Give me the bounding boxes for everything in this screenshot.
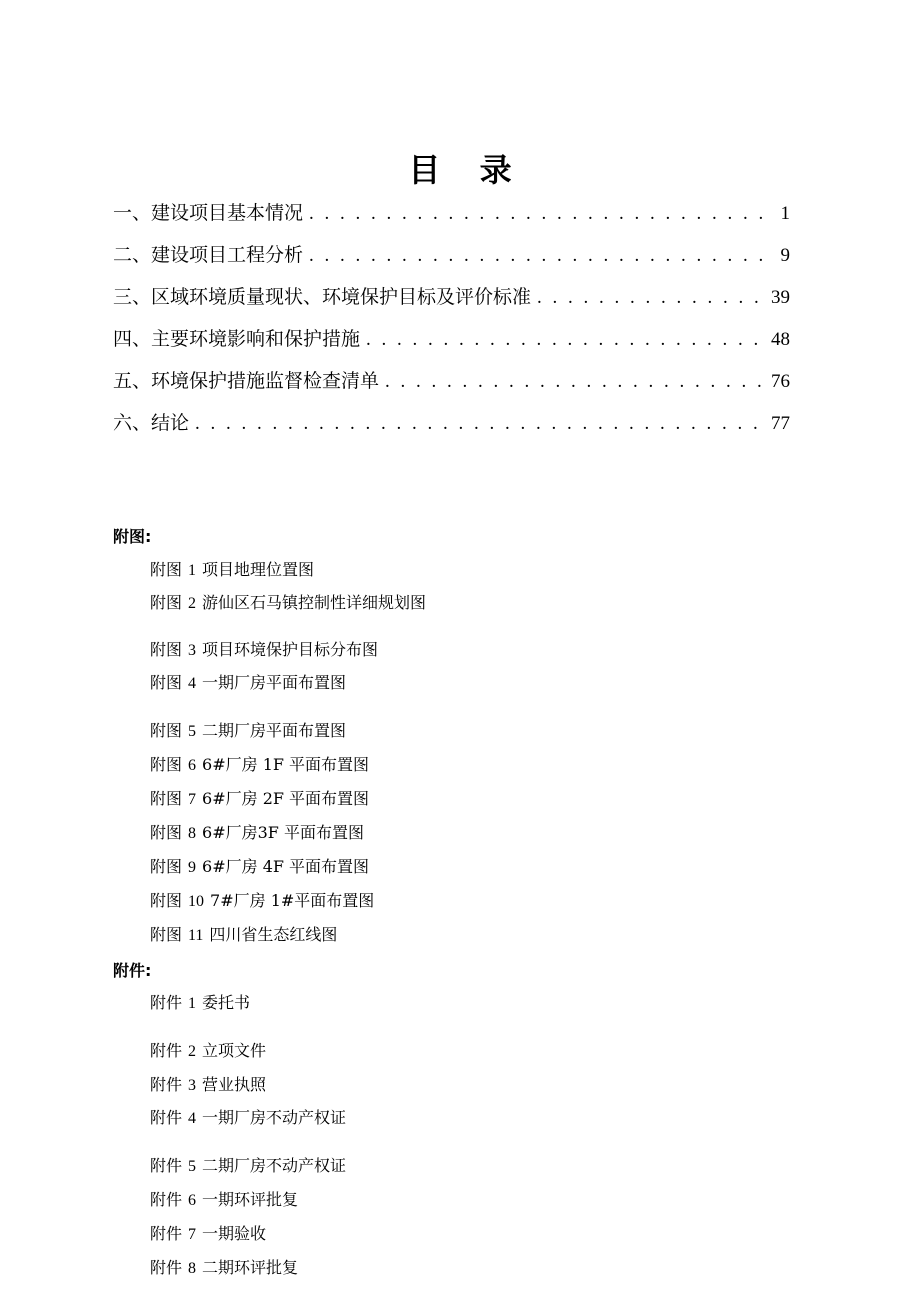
figure-title: 项目环境保护目标分布图 [202, 640, 379, 659]
figure-prefix: 附图 [150, 925, 183, 944]
figure-prefix: 附图 [150, 640, 183, 659]
figure-item [150, 820, 364, 843]
table-of-contents [113, 198, 790, 450]
attachment-title: 二期环评批复 [202, 1258, 299, 1277]
toc-entry[interactable] [113, 408, 790, 450]
attachment-item [150, 1038, 266, 1061]
figure-prefix: 附图 [150, 857, 183, 876]
figure-item [150, 557, 314, 580]
figure-prefix: 附图 [150, 593, 183, 612]
attachment-prefix: 附件 [150, 1190, 183, 1209]
figure-prefix: 附图 [150, 823, 183, 842]
figure-prefix: 附图 [150, 673, 183, 692]
attachment-title: 一期验收 [202, 1224, 267, 1243]
figure-item [150, 670, 346, 693]
toc-entry-title: 一、建设项目基本情况 [113, 202, 304, 224]
figure-number: 1 [188, 562, 197, 579]
toc-entry-page: 77 [771, 413, 790, 434]
figure-prefix: 附图 [150, 891, 183, 910]
attachment-item [150, 1153, 346, 1176]
toc-entry-page: 39 [771, 287, 790, 308]
attachment-number: 2 [188, 1043, 197, 1060]
figure-number: 4 [188, 675, 197, 692]
figure-prefix: 附图 [150, 789, 183, 808]
figure-number: 9 [188, 859, 197, 876]
figure-title: 6#厂房3F 平面布置图 [202, 823, 364, 842]
figure-number: 2 [188, 595, 197, 612]
figure-item [150, 718, 346, 741]
figure-title: 四川省生态红线图 [209, 925, 338, 944]
toc-entry[interactable] [113, 366, 790, 408]
toc-entry[interactable] [113, 240, 790, 282]
figure-prefix: 附图 [150, 560, 183, 579]
toc-entry-page: 76 [771, 371, 790, 392]
figure-number: 3 [188, 642, 197, 659]
attachment-number: 3 [188, 1077, 197, 1094]
figure-item [150, 922, 337, 945]
toc-leader-dots [309, 199, 774, 229]
attachment-title: 营业执照 [202, 1075, 267, 1094]
toc-leader-dots [366, 325, 765, 355]
figure-title: 6#厂房 2F 平面布置图 [202, 789, 370, 808]
toc-leader-dots [385, 367, 765, 397]
toc-entry-title: 三、区域环境质量现状、环境保护目标及评价标准 [113, 286, 532, 308]
attachment-number: 1 [188, 995, 197, 1012]
figure-title: 6#厂房 4F 平面布置图 [202, 857, 370, 876]
attachment-prefix: 附件 [150, 1258, 183, 1277]
toc-entry-title: 六、结论 [113, 412, 190, 434]
attachment-item [150, 1072, 266, 1095]
figure-prefix: 附图 [150, 721, 183, 740]
figure-number: 6 [188, 757, 197, 774]
figure-number: 8 [188, 825, 197, 842]
toc-entry-title: 五、环境保护措施监督检查清单 [113, 370, 380, 392]
attachment-title: 立项文件 [202, 1041, 267, 1060]
toc-entry[interactable] [113, 282, 790, 324]
figure-item [150, 590, 426, 613]
attachment-prefix: 附件 [150, 993, 183, 1012]
attachment-title: 二期厂房不动产权证 [202, 1156, 347, 1175]
figure-title: 游仙区石马镇控制性详细规划图 [202, 593, 427, 612]
attachment-item [150, 1255, 298, 1278]
attachment-item [150, 990, 250, 1013]
attachment-title: 委托书 [202, 993, 251, 1012]
attachment-title: 一期厂房不动产权证 [202, 1108, 347, 1127]
attachment-number: 7 [188, 1226, 197, 1243]
toc-entry[interactable] [113, 198, 790, 240]
figure-title: 二期厂房平面布置图 [202, 721, 347, 740]
figure-number: 11 [188, 927, 204, 944]
figure-number: 10 [188, 893, 205, 910]
figure-item [150, 888, 374, 911]
attachment-prefix: 附件 [150, 1108, 183, 1127]
figure-prefix: 附图 [150, 755, 183, 774]
toc-leader-dots [537, 283, 765, 313]
toc-entry-page: 9 [780, 245, 790, 266]
toc-leader-dots [195, 409, 765, 439]
toc-entry-title: 二、建设项目工程分析 [113, 244, 304, 266]
toc-entry[interactable] [113, 324, 790, 366]
attachment-prefix: 附件 [150, 1075, 183, 1094]
attachment-item [150, 1221, 266, 1244]
attachment-number: 4 [188, 1110, 197, 1127]
figure-item [150, 752, 369, 775]
figure-item [150, 786, 369, 809]
figure-number: 5 [188, 723, 197, 740]
figure-title: 项目地理位置图 [202, 560, 315, 579]
attachment-number: 5 [188, 1158, 197, 1175]
attachment-prefix: 附件 [150, 1156, 183, 1175]
page-title: 目 录 [408, 151, 526, 189]
attachments-heading: 附件: [113, 961, 152, 980]
figure-item [150, 637, 378, 660]
attachment-number: 6 [188, 1192, 197, 1209]
attachment-prefix: 附件 [150, 1224, 183, 1243]
attachment-item [150, 1105, 346, 1128]
figure-number: 7 [188, 791, 197, 808]
toc-entry-page: 1 [780, 203, 790, 224]
attachment-item [150, 1187, 298, 1210]
figure-title: 6#厂房 1F 平面布置图 [202, 755, 370, 774]
attachment-number: 8 [188, 1260, 197, 1277]
figure-item [150, 854, 369, 877]
attachment-title: 一期环评批复 [202, 1190, 299, 1209]
toc-leader-dots [309, 241, 774, 271]
attachment-prefix: 附件 [150, 1041, 183, 1060]
figure-title: 一期厂房平面布置图 [202, 673, 347, 692]
toc-entry-title: 四、主要环境影响和保护措施 [113, 328, 361, 350]
toc-entry-page: 48 [771, 329, 790, 350]
figures-heading: 附图: [113, 527, 152, 546]
figure-title: 7#厂房 1#平面布置图 [210, 891, 375, 910]
